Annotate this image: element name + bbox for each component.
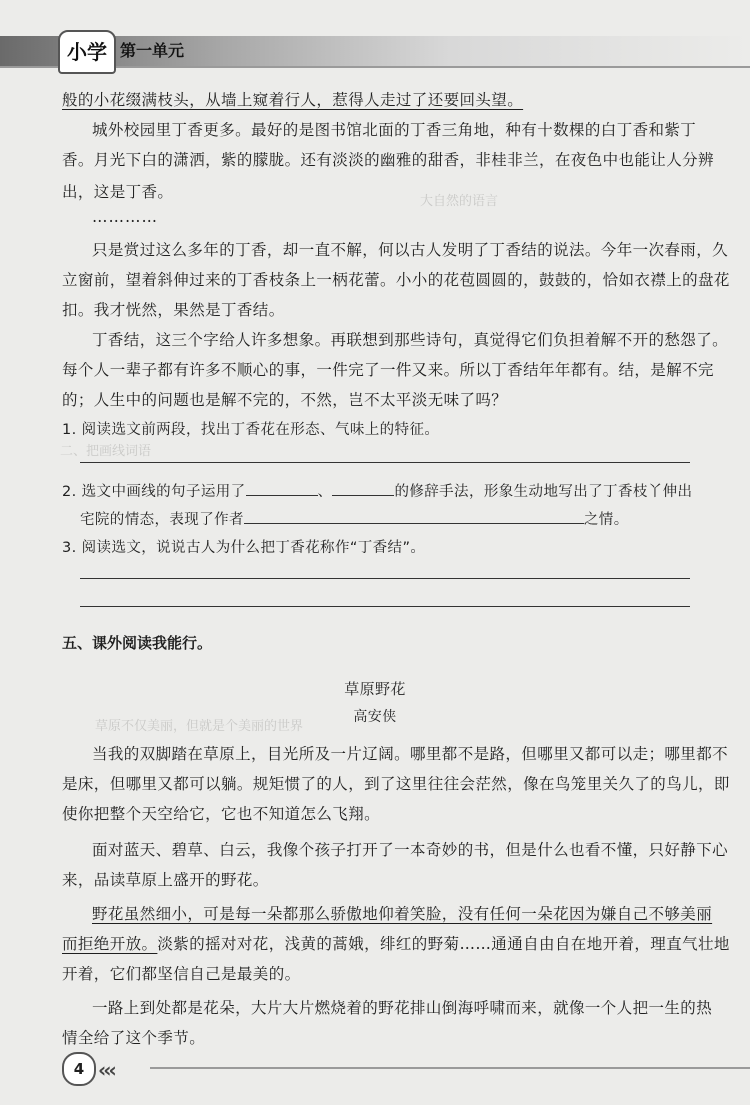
bleed-through-text: 草原不仅美丽，但就是个美丽的世界 xyxy=(95,719,304,734)
section-heading: 五、课外阅读我能行。 xyxy=(62,634,213,652)
bleed-through-text: 大自然的语言 xyxy=(420,194,499,209)
paragraph-line: 香。月光下白的潇洒，紫的朦胧。还有淡淡的幽雅的甜香，非桂非兰，在夜色中也能让人分辨 xyxy=(62,151,714,169)
grade-logo: 小学 xyxy=(58,30,116,74)
answer-line-3a[interactable] xyxy=(80,578,690,579)
question-2-text: 宅院的情态，表现了作者 xyxy=(80,512,244,528)
question-3: 3. 阅读选文，说说古人为什么把丁香花称作“丁香结”。 xyxy=(62,540,426,556)
footer-divider xyxy=(150,1067,750,1069)
unit-title: 第一单元 xyxy=(120,41,185,60)
question-2-continued xyxy=(80,508,629,529)
omission-ellipsis: ………… xyxy=(92,208,158,226)
answer-line-3b[interactable] xyxy=(80,606,690,607)
paragraph-line: 出，这是丁香。 xyxy=(62,183,174,201)
question-2-text: 之情。 xyxy=(583,512,629,528)
paragraph-line: 只是赏过这么多年的丁香，却一直不解，何以古人发明了丁香结的说法。今年一次春雨，久 xyxy=(92,241,729,259)
paragraph-line: 丁香结，这三个字给人许多想象。再联想到那些诗句，真觉得它们负担着解不开的愁怨了。 xyxy=(92,331,729,349)
paragraph-line: 城外校园里丁香更多。最好的是图书馆北面的丁香三角地，种有十数棵的白丁香和紫丁 xyxy=(92,121,697,139)
paragraph-line: 情全给了这个季节。 xyxy=(62,1029,206,1047)
paragraph-line: 使你把整个天空给它，它也不知道怎么飞翔。 xyxy=(62,805,381,823)
paragraph-line: 开着，它们都坚信自己是最美的。 xyxy=(62,965,301,983)
underlined-sentence: 般的小花缀满枝头，从墙上窥着行人，惹得人走过了还要回头望。 xyxy=(62,91,524,109)
paragraph-line: 面对蓝天、碧草、白云，我像个孩子打开了一本奇妙的书，但是什么也看不懂，只好静下心 xyxy=(92,841,729,859)
answer-blank-rhetoric-2[interactable] xyxy=(332,481,394,496)
question-2-text: 2. 选文中画线的句子运用了 xyxy=(62,484,246,500)
underlined-sentence: 而拒绝开放。 xyxy=(62,935,158,953)
chevron-left-icon: ‹‹‹ xyxy=(98,1058,114,1082)
bleed-through-text: 二、把画线词语 xyxy=(60,444,152,459)
answer-line-1[interactable] xyxy=(80,462,690,463)
paragraph-line: 的；人生中的问题也是解不完的，不然，岂不太平淡无味了吗？ xyxy=(62,391,508,409)
paragraph-line: 当我的双脚踏在草原上，目光所及一片辽阔。哪里都不是路，但哪里又都可以走；哪里都不 xyxy=(92,745,729,763)
paragraph-line: 扣。我才恍然，果然是丁香结。 xyxy=(62,301,285,319)
paragraph-line xyxy=(62,932,730,954)
question-1: 1. 阅读选文前两段，找出丁香花在形态、气味上的特征。 xyxy=(62,422,440,438)
article-title: 草原野花 xyxy=(344,680,406,698)
paragraph-text: 淡紫的摇对对花，浅黄的蒿娥，绯红的野菊……通通自由自在地开着，理直气壮地 xyxy=(157,935,730,953)
paragraph-line: 每个人一辈子都有许多不顺心的事，一件完了一件又来。所以丁香结年年都有。结，是解不完 xyxy=(62,361,714,379)
paragraph-line: 一路上到处都是花朵，大片大片燃烧着的野花排山倒海呼啸而来，就像一个人把一生的热 xyxy=(92,999,713,1017)
question-2-text: 的修辞手法，形象生动地写出了丁香枝丫伸出 xyxy=(394,484,693,500)
page-number: 4 xyxy=(62,1052,96,1086)
article-author: 高安侠 xyxy=(353,709,397,725)
paragraph-line: 立窗前，望着斜伸过来的丁香枝条上一柄花蕾。小小的花苞圆圆的，鼓鼓的，恰如衣襟上的盘花 xyxy=(62,271,730,289)
paragraph-line: 是床，但哪里又都可以躺。规矩惯了的人，到了这里往往会茫然，像在鸟笼里关久了的鸟儿，即 xyxy=(62,775,730,793)
blank-separator: 、 xyxy=(317,484,333,500)
answer-blank-emotion[interactable] xyxy=(244,509,584,524)
question-2 xyxy=(62,480,692,501)
answer-blank-rhetoric-1[interactable] xyxy=(246,481,318,496)
paragraph-line: 来，品读草原上盛开的野花。 xyxy=(62,871,269,889)
underlined-sentence: 野花虽然细小，可是每一朵都那么骄傲地仰着笑脸，没有任何一朵花因为嫌自己不够美丽 xyxy=(92,905,713,923)
